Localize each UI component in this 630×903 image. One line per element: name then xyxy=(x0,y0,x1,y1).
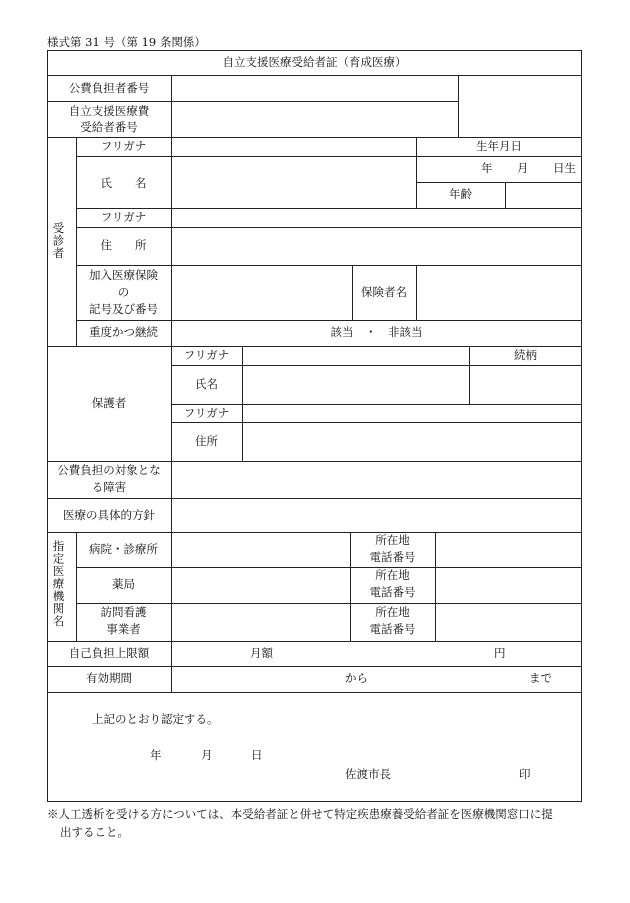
patient-section-label: 受診者 xyxy=(51,222,66,260)
treatment-policy-label: 医療の具体的方針 xyxy=(63,508,155,522)
form-number: 様式第 31 号（第 19 条関係） xyxy=(47,35,206,49)
relation-field[interactable] xyxy=(469,365,582,404)
footnote-line2: 出すること。 xyxy=(60,825,129,839)
guardian-address-furigana-label: フリガナ xyxy=(183,406,230,420)
certify-statement: 上記のとおり認定する。 xyxy=(92,712,219,726)
copay-limit-label: 自己負担上限額 xyxy=(68,646,150,660)
patient-furigana-label: フリガナ xyxy=(100,139,147,153)
validity-period-label: 有効期間 xyxy=(86,671,132,685)
insurer-name-label: 保険者名 xyxy=(361,285,407,299)
insurer-name-field[interactable] xyxy=(416,265,582,320)
hospital-field[interactable] xyxy=(171,532,350,567)
patient-address-field[interactable] xyxy=(171,227,582,265)
insurance-label-line1: 加入医療保険 xyxy=(89,268,158,282)
patient-name-field[interactable] xyxy=(171,156,416,208)
age-label: 年齢 xyxy=(449,187,472,201)
pharmacy-phone-label: 電話番号 xyxy=(369,585,416,599)
age-field[interactable] xyxy=(505,182,582,208)
hospital-label: 病院・診療所 xyxy=(89,542,158,556)
nursing-field[interactable] xyxy=(171,603,350,641)
guardian-name-field[interactable] xyxy=(242,365,469,404)
issue-year-unit: 年 xyxy=(150,748,162,762)
nursing-phone-label: 電話番号 xyxy=(369,622,416,636)
birth-day-unit: 日生 xyxy=(553,161,576,175)
mayor-title: 佐渡市長 xyxy=(345,767,391,781)
issue-day-unit: 日 xyxy=(251,748,263,762)
pharmacy-label: 薬局 xyxy=(112,577,135,591)
validity-from: から xyxy=(345,671,368,685)
insurance-label-line2: の xyxy=(117,285,130,299)
insurance-label-line3: 記号及び番号 xyxy=(89,302,158,316)
severe-continuous-options[interactable]: 該当 ・ 非該当 xyxy=(330,325,423,339)
pharmacy-field[interactable] xyxy=(171,567,350,603)
recipient-number-label-line2: 受給者番号 xyxy=(80,120,138,134)
public-payer-number-label: 公費負担者番号 xyxy=(68,81,150,95)
address-furigana-label: フリガナ xyxy=(100,210,147,224)
severe-continuous-label: 重度かつ継続 xyxy=(89,325,158,339)
institutions-section-label: 指定医療機関名 xyxy=(51,540,66,628)
issue-month-unit: 月 xyxy=(201,748,213,762)
pharmacy-location-label: 所在地 xyxy=(375,568,410,582)
disability-label-line1: 公費負担の対象とな xyxy=(57,463,161,477)
birthdate-label: 生年月日 xyxy=(476,139,522,153)
copay-monthly-label: 月額 xyxy=(250,646,273,660)
guardian-section-label: 保護者 xyxy=(91,396,127,410)
hospital-phone-label: 電話番号 xyxy=(369,550,416,564)
patient-address-label: 住 所 xyxy=(100,238,147,252)
birth-month-unit: 月 xyxy=(517,161,529,175)
guardian-address-label: 住所 xyxy=(195,434,218,448)
footnote-line1: ※人工透析を受ける方については、本受給者証と併せて特定疾患療養受給者証を医療機関窓口に提 xyxy=(47,807,553,821)
copay-yen-unit: 円 xyxy=(494,646,506,660)
insurance-number-field[interactable] xyxy=(171,265,352,320)
guardian-name-label: 氏名 xyxy=(195,377,218,391)
nursing-label-line2: 事業者 xyxy=(106,622,141,636)
seal-mark: 印 xyxy=(519,767,531,781)
public-payer-number-field[interactable] xyxy=(171,75,458,101)
form-title: 自立支援医療受給者証（育成医療） xyxy=(222,55,407,69)
guardian-address-field[interactable] xyxy=(242,422,582,461)
patient-name-label: 氏 名 xyxy=(100,176,147,190)
guardian-furigana-label: フリガナ xyxy=(183,348,230,362)
birth-year-unit: 年 xyxy=(481,161,493,175)
nursing-label-line1: 訪問看護 xyxy=(100,605,147,619)
hospital-location-label: 所在地 xyxy=(375,533,410,547)
treatment-policy-field[interactable] xyxy=(171,498,582,532)
recipient-number-label-line1: 自立支援医療費 xyxy=(68,104,150,118)
nursing-location-label: 所在地 xyxy=(375,605,410,619)
validity-until: まで xyxy=(529,671,552,685)
disability-field[interactable] xyxy=(171,461,582,498)
recipient-number-field[interactable] xyxy=(171,101,458,137)
disability-label-line2: る障害 xyxy=(91,480,127,494)
relation-label: 続柄 xyxy=(514,348,537,362)
